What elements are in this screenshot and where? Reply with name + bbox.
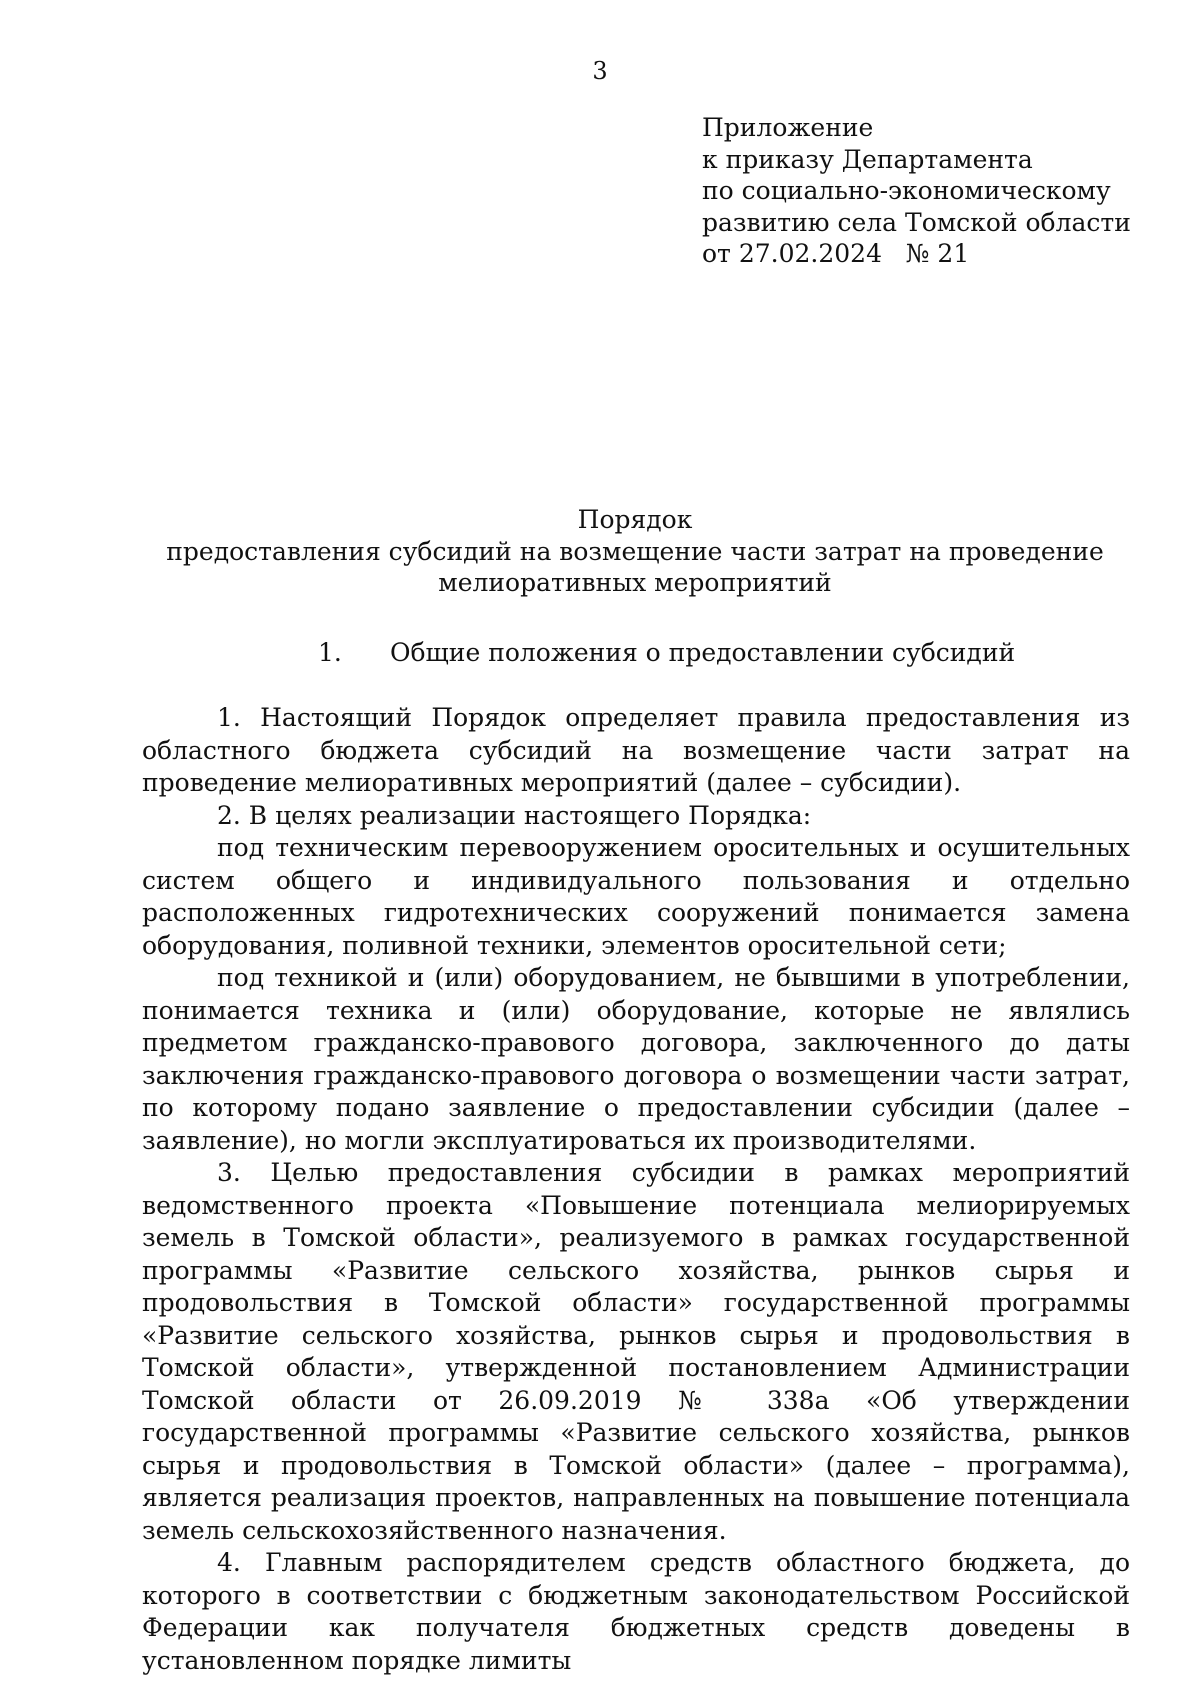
- appendix-line: по социально-экономическому: [702, 176, 1111, 205]
- appendix-date-number: от 27.02.2024 № 21: [702, 239, 970, 268]
- body-text: [142, 702, 1130, 1677]
- appendix-line: Приложение: [702, 113, 874, 142]
- paragraph: 4. Главным распорядителем средств областного бюджета, до которого в соответствии с бюджетным законодательством Российской Федерации как получателя бюджетных средств доведены в установленном порядке лимиты: [142, 1548, 1130, 1675]
- section-title: Общие положения о предоставлении субсидий: [390, 638, 1016, 667]
- paragraph: под техническим перевооружением оросительных и осушительных систем общего и индивидуального пользования и отдельно расположенных гидротехнических сооружений понимается замена оборудования, поливной техники, элементов оросительной сети;: [142, 833, 1130, 960]
- paragraph: 2. В целях реализации настоящего Порядка:: [217, 800, 812, 830]
- paragraph: под техникой и (или) оборудованием, не бывшими в употреблении, понимается техника и (или) оборудование, которые не являлись предметом гражданско-правового договора, заключенного до даты заключения гражданско-правового договора о возмещении части затрат, по которому подано заявление о предоставлении субсидии (далее – заявление), но могли эксплуатироваться их производителями.: [142, 963, 1130, 1155]
- appendix-line: к приказу Департамента: [702, 144, 1033, 174]
- document-title: [140, 504, 1130, 599]
- title-line: мелиоративных мероприятий: [438, 568, 832, 597]
- paragraph: 1. Настоящий Порядок определяет правила предоставления из областного бюджета субсидий на возмещение части затрат на проведение мелиоративных мероприятий (далее – субсидии).: [142, 703, 1130, 797]
- title-line: предоставления субсидий на возмещение части затрат на проведение: [166, 536, 1104, 566]
- title-line: Порядок: [577, 505, 693, 534]
- page-number: 3: [592, 57, 608, 85]
- section-number: 1.: [318, 638, 342, 667]
- appendix-block: [702, 112, 1172, 270]
- paragraph: 3. Целью предоставления субсидии в рамках мероприятий ведомственного проекта «Повышение потенциала мелиорируемых земель в Томской области», реализуемого в рамках государственной программы «Развитие сельского хозяйства, рынков сырья и продовольствия в Томской области» государственной программы «Развитие сельского хозяйства, рынков сырья и продовольствия в Томской области», утвержденной постановлением Администрации Томской области от 26.09.2019 № 338а «Об утверждении государственной программы «Развитие сельского хозяйства, рынков сырья и продовольствия в Томской области» (далее – программа), является реализация проектов, направленных на повышение потенциала земель сельскохозяйственного назначения.: [142, 1158, 1130, 1545]
- appendix-line: развитию села Томской области: [702, 207, 1131, 237]
